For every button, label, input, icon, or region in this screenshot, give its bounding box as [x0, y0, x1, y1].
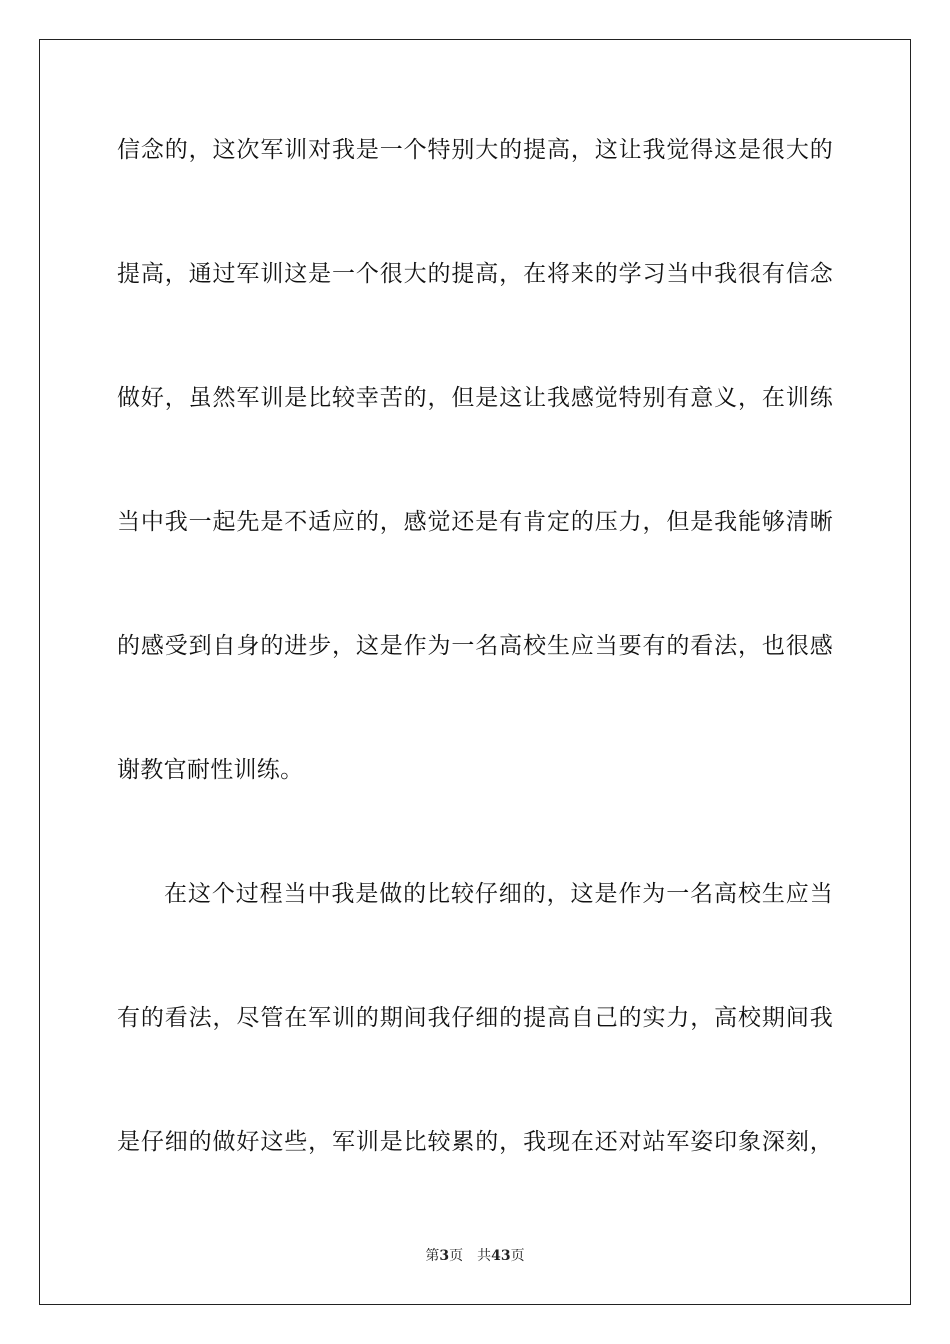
total-pages: 43	[491, 1248, 511, 1264]
paragraph-line: 当中我一起先是不适应的，感觉还是有肯定的压力，但是我能够清晰	[117, 509, 833, 535]
paragraph-line: 是仔细的做好这些，军训是比较累的，我现在还对站军姿印象深刻，	[117, 1129, 833, 1155]
paragraph-line: 信念的，这次军训对我是一个特别大的提高，这让我觉得这是很大的	[117, 137, 833, 163]
page-suffix: 页	[449, 1248, 464, 1264]
page-number: 3	[439, 1248, 450, 1264]
total-prefix: 共	[477, 1248, 492, 1264]
page-footer	[0, 1247, 950, 1265]
paragraph-line: 提高，通过军训这是一个很大的提高，在将来的学习当中我很有信念	[117, 261, 833, 287]
total-suffix: 页	[510, 1248, 525, 1264]
page-prefix: 第	[425, 1248, 440, 1264]
paragraph-line: 的感受到自身的进步，这是作为一名高校生应当要有的看法，也很感	[117, 633, 833, 659]
paragraph-first-line: 在这个过程当中我是做的比较仔细的，这是作为一名高校生应当	[164, 881, 833, 907]
page-border	[39, 39, 911, 1305]
paragraph-line: 做好，虽然军训是比较幸苦的，但是这让我感觉特别有意义，在训练	[117, 385, 833, 411]
paragraph-line: 有的看法，尽管在军训的期间我仔细的提高自己的实力，高校期间我	[117, 1005, 833, 1031]
paragraph-last-line: 谢教官耐性训练。	[117, 757, 304, 783]
